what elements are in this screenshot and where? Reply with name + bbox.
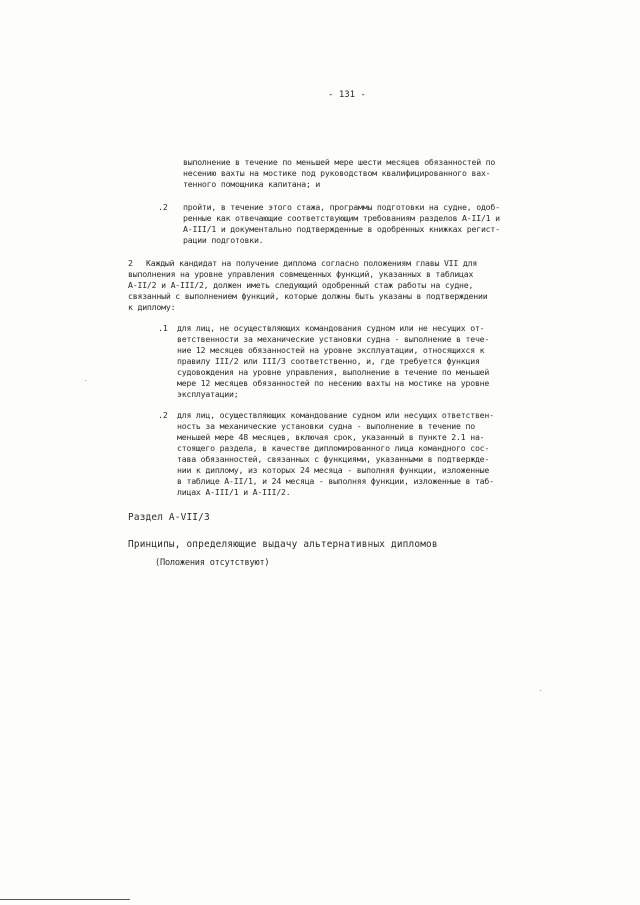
section-subtitle: Принципы, определяющие выдачу альтернативных дипломов [128, 539, 438, 550]
paragraph-line: Каждый кандидат на получение диплома согласно положениям главы VII для [146, 258, 478, 268]
provisions-note: (Положения отсутствуют) [155, 558, 270, 568]
subitem-line: правилу III/2 или III/3 соответственно, и, где требуется функция [177, 356, 480, 366]
page-number: - 131 - [328, 90, 366, 100]
item-number: .2 [158, 202, 168, 212]
subitem-line: нии к диплому, из которых 24 месяца - выполняя функции, изложенные [177, 465, 490, 475]
paragraph-line: к диплому: [128, 302, 176, 312]
item-line: A-III/1 и документально подтвержденные в одобренных книжках регист- [183, 224, 500, 234]
section-title: Раздел A-VII/3 [128, 512, 210, 523]
subitem-line: судовождения на уровне управления, выполнение в течение по меньшей [177, 367, 490, 377]
continuation-line: несению вахты на мостике под руководством квалифицированного вах- [183, 168, 491, 178]
paragraph-line: A-II/2 и A-III/2, должен иметь следующий одобренный стаж работы на судне, [128, 280, 474, 290]
subitem-line: ность за механические установки судна - выполнение в течение по [177, 421, 475, 431]
subitem-line: тава обязанностей, связанных с функциями, указанными в подтвержде- [177, 454, 490, 464]
subitem-line: меньшей мере 48 месяцев, включая срок, указанный в пункте 2.1 на- [177, 432, 485, 442]
subitem-line: для лиц, осуществляющих командование судном или несущих ответствен- [177, 410, 494, 420]
item-line: пройти, в течение этого стажа, программы подготовки на судне, одоб- [183, 202, 500, 212]
continuation-line: выполнение в течение по меньшей мере шести месяцев обязанностей по [183, 157, 496, 167]
paragraph-line: выполнения на уровне управления совмещенных функций, указанных в таблицах [128, 269, 474, 279]
subitem-line: стоящего раздела, в качестве дипломированного лица командного сос- [177, 443, 490, 453]
subitem-line: эксплуатации; [177, 389, 239, 399]
item-line: ренные как отвечающие соответствующим требованиям разделов A-II/1 и [183, 213, 500, 223]
item-line: рации подготовки. [183, 235, 264, 245]
subitem-line: в таблице A-II/1, и 24 месяца - выполняя функции, изложенные в таб- [177, 476, 494, 486]
scan-speck [540, 690, 541, 691]
subitem-line: мере 12 месяцев обязанностей по несению вахты на мостике на уровне [177, 378, 490, 388]
footer-rule [0, 899, 130, 900]
subitem-line: ние 12 месяцев обязанностей на уровне эксплуатации, относящихся к [177, 345, 485, 355]
subitem-number: .1 [158, 323, 168, 333]
subitem-line: для лиц, не осуществляющих командования судном или не несущих от- [177, 323, 485, 333]
subitem-line: лицах A-III/1 и A-III/2. [177, 487, 291, 497]
subitem-number: .2 [158, 410, 168, 420]
paragraph-number: 2 [128, 258, 133, 268]
scan-speck [85, 380, 86, 381]
paragraph-line: связанный с выполнением функций, которые должны быть указаны в подтверждении [128, 291, 488, 301]
subitem-line: ветственности за механические установки судна - выполнение в тече- [177, 334, 490, 344]
continuation-line: тенного помощника капитана; и [183, 179, 321, 189]
